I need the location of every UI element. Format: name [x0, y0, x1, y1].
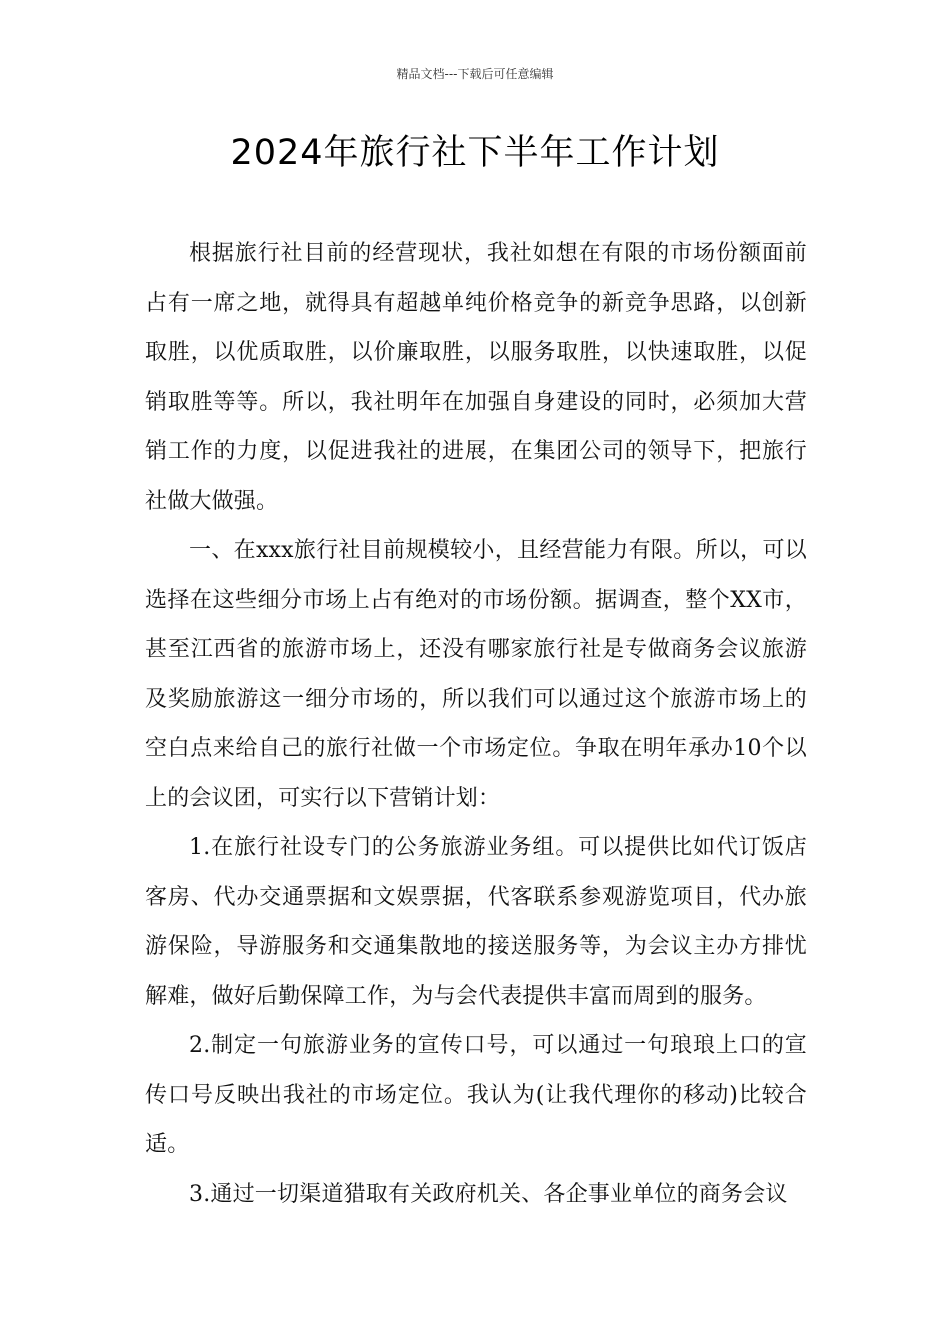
paragraph-intro: 根据旅行社目前的经营现状，我社如想在有限的市场份额面前占有一席之地，就得具有超越单纯价格竞争的新竞争思路，以创新取胜，以优质取胜，以价廉取胜，以服务取胜，以快速取胜，以促销取胜等等。所以，我社明年在加强自身建设的同时，必须加大营销工作的力度，以促进我社的进展，在集团公司的领导下，把旅行社做大做强。 [145, 241, 807, 514]
header-note: 精品文档---下载后可任意编辑 [396, 67, 554, 81]
document-title: 2024年旅行社下半年工作计划 [230, 133, 720, 173]
paragraph-section-1: 一、在xxx旅行社目前规模较小，且经营能力有限。所以，可以选择在这些细分市场上占有绝对的市场份额。据调查，整个XX市，甚至江西省的旅游市场上，还没有哪家旅行社是专做商务会议旅游及奖励旅游这一细分市场的，所以我们可以通过这个旅游市场上的空白点来给自己的旅行社做一个市场定位。争取在明年承办10个以上的会议团，可实行以下营销计划： [145, 538, 807, 811]
paragraph-item-3: 3.通过一切渠道猎取有关政府机关、各企事业单位的商务会议 [189, 1181, 788, 1207]
document-body [145, 229, 807, 1219]
paragraph-item-2: 2.制定一句旅游业务的宣传口号，可以通过一句琅琅上口的宣传口号反映出我社的市场定位。我认为(让我代理你的移动)比较合适。 [145, 1033, 807, 1157]
paragraph-item-1: 1.在旅行社设专门的公务旅游业务组。可以提供比如代订饭店客房、代办交通票据和文娱票据，代客联系参观游览项目，代办旅游保险，导游服务和交通集散地的接送服务等，为会议主办方排忧解难，做好后勤保障工作，为与会代表提供丰富而周到的服务。 [145, 835, 807, 1009]
